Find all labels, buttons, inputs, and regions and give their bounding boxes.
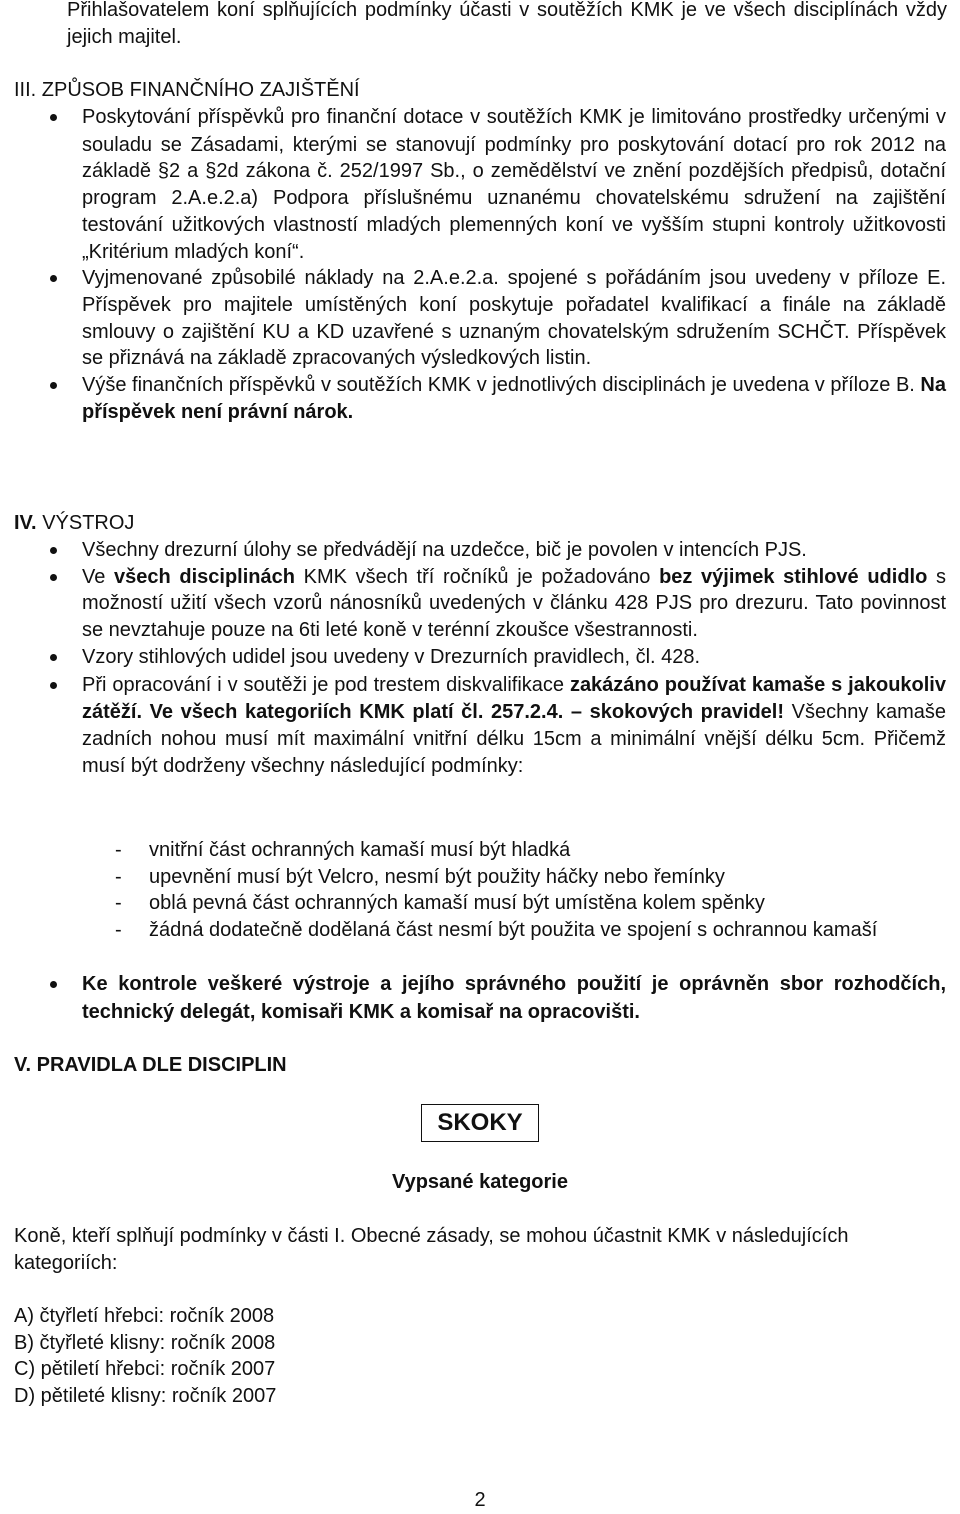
section-3-title: III. ZPŮSOB FINANČNÍHO ZAJIŠTĚNÍ (14, 79, 360, 101)
section-number: IV. (14, 512, 37, 534)
item-text: Při opracování i v soutěži je pod trestem diskvalifikace (82, 673, 565, 696)
skoky-heading-box: SKOKY (421, 1104, 539, 1142)
item-text: vnitřní část ochranných kamaší musí být hladká (149, 839, 571, 861)
section-3-list (0, 104, 960, 425)
item-text: Vyjmenované způsobilé náklady na 2.A.e.2.a. spojené s pořádáním jsou uvedeny v příloze E. Příspěvek pro majitele umístěných koní poskytuje pořadatel kvalifikací a finále na základě smlouvy o zajištění KU a KD uzavřené s uznaným chovatelským sdružením SCHČT. Příspěvek se přiznává na základě zpracovaných výsledkových listin. (82, 267, 946, 370)
subtitle: Vypsané kategorie (391, 1171, 568, 1193)
item-text: Všechny drezurní úlohy se předvádějí na uzdečce, bič je povolen v intencích PJS. (82, 539, 807, 561)
dash-item (0, 837, 949, 864)
category-item: A) čtyřletí hřebci: ročník 2008 (14, 1305, 275, 1327)
item-text: KMK všech tří ročníků je požadováno (303, 565, 651, 588)
list-item (0, 971, 946, 1025)
dash-mark: - (115, 892, 122, 915)
list-item (0, 672, 946, 780)
item-text-bold: Ke kontrole veškeré výstroje a jejího správného použití je oprávněn sbor rozhodčích, technický delegát, komisaři KMK a komisař na opracovišti. (82, 973, 946, 1023)
item-text: Vzory stihlových udidel jsou uvedeny v Drezurních pravidlech, čl. 428. (82, 645, 701, 668)
dash-item (0, 864, 949, 891)
section-4-list (0, 537, 960, 779)
item-text-bold: zakázáno používat kamaše s jakoukoliv zátěží. Ve všech kategoriích KMK platí čl. 257.2.4. – skokových pravidel! (82, 673, 946, 724)
item-text: Všechny kamaše zadních nohou musí mít maximální vnitřní délku 15cm a minimální vnější délku 5cm. Přičemž musí být dodrženy všechny následující podmínky: (82, 701, 947, 777)
list-item (0, 372, 946, 425)
item-text: s možností užití všech vzorů nánosníků uvedených v článku 428 PJS pro drezuru. Tato povinnost se nevztahuje pouze na 6ti leté koně v terénní zkoušce všestrannosti. (82, 565, 946, 642)
list-item (0, 537, 946, 564)
list-item (0, 265, 946, 372)
dash-item (0, 890, 949, 917)
list-item (0, 564, 946, 644)
list-item (0, 644, 946, 672)
category-item: C) pětiletí hřebci: ročník 2007 (14, 1358, 276, 1381)
page-number: 2 (474, 1489, 486, 1511)
item-text: oblá pevná část ochranných kamaší musí být umístěna kolem spěnky (149, 892, 765, 915)
dash-mark: - (115, 919, 122, 942)
item-text: upevnění musí být Velcro, nesmí být použity háčky nebo řemínky (149, 865, 725, 888)
categories-intro: Koně, kteří splňují podmínky v části I. Obecné zásady, se mohou účastnit KMK v následujících kategoriích: (14, 1225, 849, 1274)
section-4-list-end (0, 971, 960, 1025)
category-list (14, 1303, 614, 1410)
section-5-title: V. PRAVIDLA DLE DISCIPLIN (14, 1054, 287, 1076)
section-title-text: VÝSTROJ (42, 512, 135, 534)
category-item: B) čtyřleté klisny: ročník 2008 (14, 1331, 276, 1354)
intro-paragraph: Přihlašovatelem koní splňujících podmínky účasti v soutěžích KMK je ve všech disciplínách vždy jejich majitel. (67, 0, 947, 48)
dash-mark: - (115, 865, 122, 888)
dash-mark: - (115, 839, 122, 861)
category-item: D) pětileté klisny: ročník 2007 (14, 1385, 277, 1408)
item-text-bold: bez výjimek stihlové udidlo (659, 565, 928, 588)
item-text-bold: Na příspěvek není právní nárok. (82, 374, 946, 423)
dash-item (0, 917, 949, 944)
item-text: žádná dodatečně dodělaná část nesmí být použita ve spojení s ochrannou kamaší (149, 919, 878, 942)
item-text: Poskytování příspěvků pro finanční dotace v soutěžích KMK je limitováno prostředky určenými v souladu se Zásadami, kterými se stanovují podmínky pro poskytování dotací pro rok 2012 na základě §2 a §2d zákona č. 252/1997 Sb., o zemědělství ve znění pozdějších předpisů, dotační program 2.A.e.2.a) Podpora příslušnému uznanému chovatelskému sdružení na zajištění testování užitkových vlastností mladých plemenných koní ve vyšším stupni kontroly užitkovosti „Kritérium mladých koní“. (82, 106, 946, 263)
list-item (0, 104, 946, 265)
section-4-title (14, 510, 914, 537)
item-text: Výše finančních příspěvků v soutěžích KMK v jednotlivých disciplinách je uvedena v příloze B. (82, 374, 915, 397)
dash-list (0, 837, 960, 944)
item-text-bold: všech disciplinách (114, 565, 295, 588)
item-text: Ve (82, 565, 106, 588)
